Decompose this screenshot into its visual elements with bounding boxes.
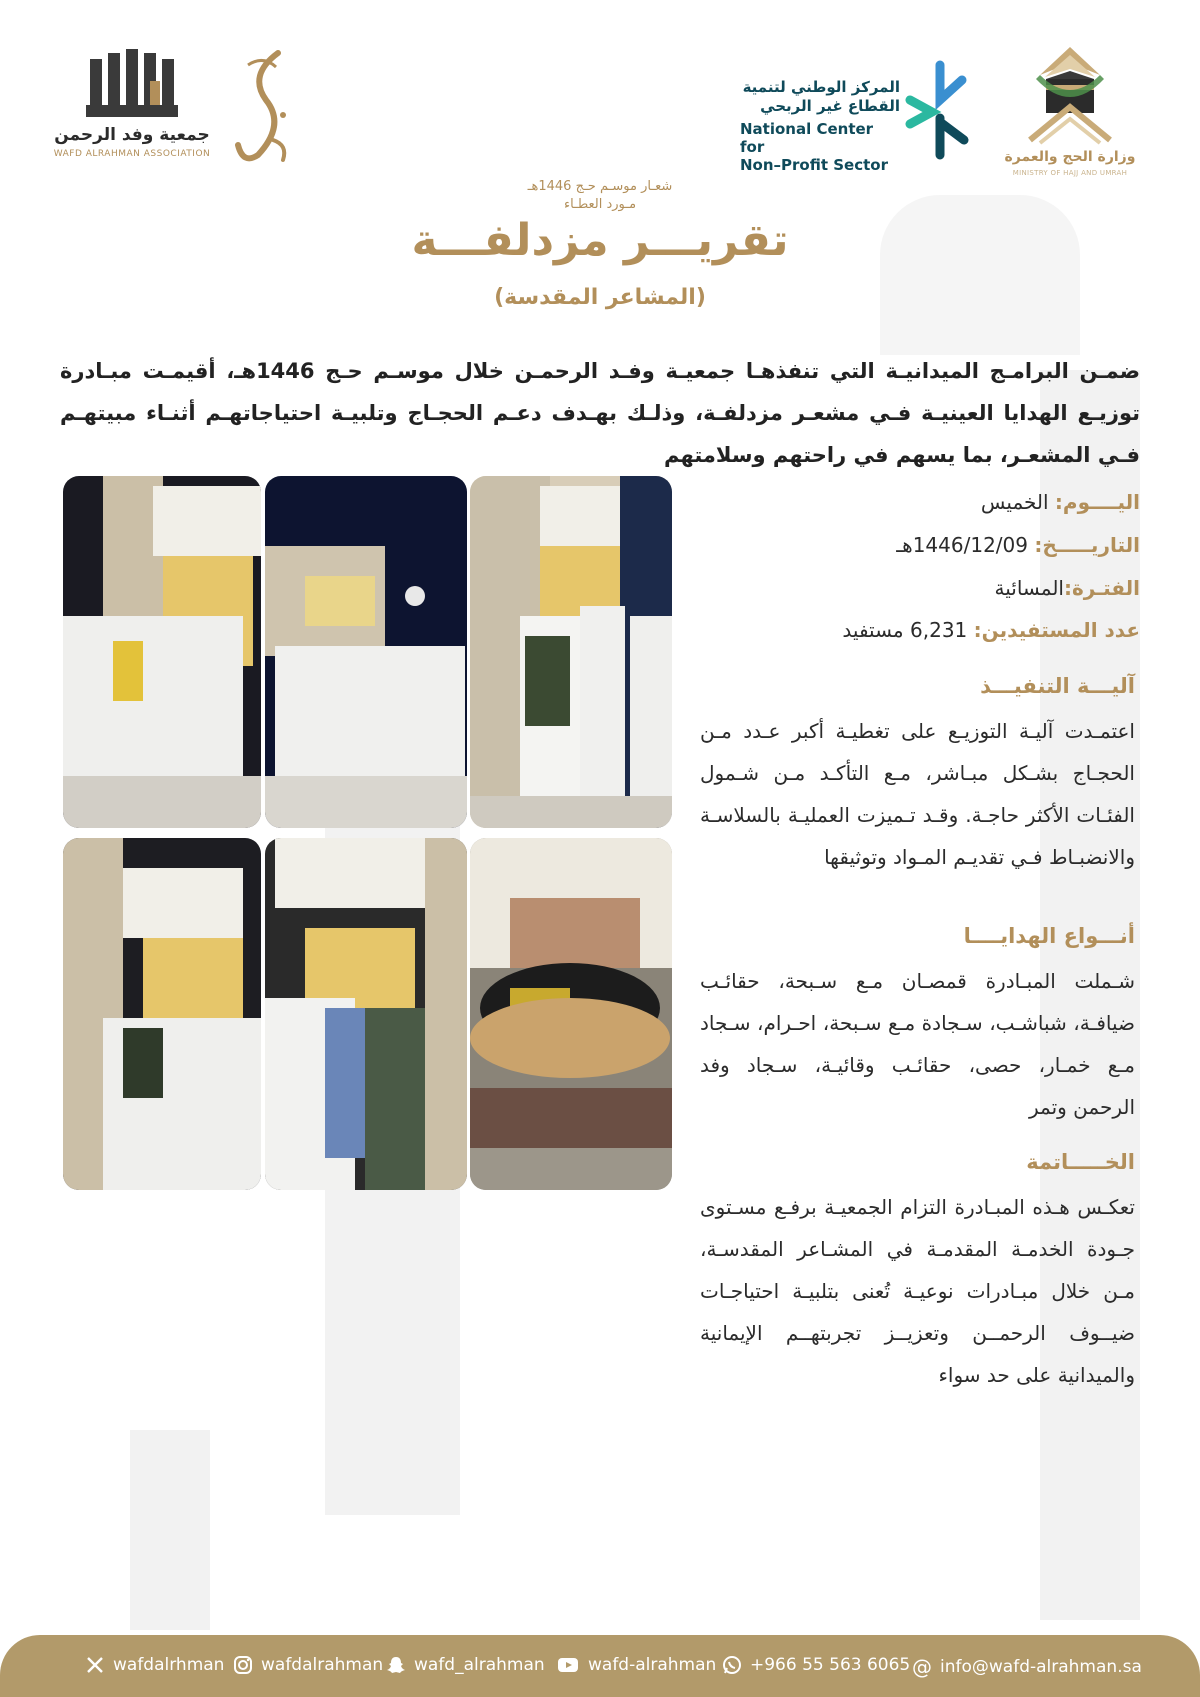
- watermark-shape: [880, 195, 1080, 355]
- conclusion-heading: الخـــــاتمة: [1026, 1150, 1135, 1174]
- whatsapp-icon: [722, 1655, 742, 1675]
- gifts-paragraph: شـملت المبـادرة قمصـان مـع سـبحة، حقائـب ضيافـة، شباشـب، سـجادة مـع سـبحة، احـرام، سـجاد مـع خمـار، حصى، حقائـب وقائيـة، سـجاد وفد الرحمن وتمر: [700, 969, 1135, 1119]
- page-subtitle: (المشاعر المقدسة): [494, 285, 706, 310]
- mechanism-paragraph: اعتمـدت آليـة التوزيـع على تغطيـة أكبر عـدد مـن الحجـاج بشـكل مبـاشر، مـع التأكـد مـن شـمول الفئـات الأكثر حاجـة. وقـد تـميزت العمليـة بالسلاسـة والانضبـاط فـي تقديـم المـواد وتوثيقها: [700, 719, 1135, 869]
- photo-pilgrims-counter: [63, 838, 261, 1190]
- instagram-icon: [233, 1655, 253, 1675]
- youtube-icon: [556, 1655, 580, 1675]
- page-title: تقريـــر مزدلفـــة: [411, 215, 789, 266]
- ncnp-emblem-icon: [900, 60, 980, 160]
- intro-paragraph: ضمـن البرامـج الميدانيـة التي تنفذهـا جمعيـة وفـد الرحمـن خلال موسـم حـج 1446هـ، أقيمـت مبـادرة توزيـع الهدايا العينيـة فـي مشعـر مزدلفـة، وذلـك بهـدف دعـم الحجـاج وتلبيـة احتياجاتهـم أثنـاء مبيتهـم فـي المشعـر، بما يسهم في راحتهم وسلامتهم: [60, 359, 1141, 467]
- association-name-en: WAFD ALRAHMAN ASSOCIATION: [53, 149, 211, 159]
- conclusion-paragraph: تعكـس هـذه المبـادرة التزام الجمعيـة برفـع مسـتوى جـودة الخدمـة المقدمـة في المشـاعر المقدسـة، مـن خلال مبـادرات نوعيـة تُعنى بتلبيـة احتياجـات ضيــوف الرحمــن وتعزيــز تجربتهــم الإيمانية والميدانية على حد سواء: [700, 1195, 1135, 1387]
- association-logo: [52, 45, 212, 170]
- photo-pilgrims-queue-night: [265, 476, 467, 828]
- detail-date: التاريـــــخ: 1446/12/09هـ: [896, 533, 1140, 557]
- photo-pilgrims-line: [63, 476, 261, 828]
- footer-phone[interactable]: +966 55 563 6065: [722, 1655, 910, 1675]
- ncnp-name-ar: المركز الوطني لتنمية القطاع غير الربحي: [742, 78, 900, 115]
- detail-day: اليــــوم: الخميس: [980, 490, 1140, 514]
- footer-instagram[interactable]: wafdalrahman: [233, 1655, 383, 1675]
- hajj-calligraphy-logo: [228, 45, 298, 170]
- footer-email[interactable]: @ info@wafd-alrahman.sa: [912, 1655, 1142, 1679]
- watermark-shape: [130, 1430, 210, 1630]
- detail-beneficiaries: عدد المستفيدين: 6,231 مستفيد: [842, 618, 1140, 642]
- ministry-logo: [1000, 45, 1140, 185]
- ncnp-name-en: National Center for Non–Profit Sector: [740, 120, 888, 174]
- season-slogan: شعـار موسـم حـج 1446هـ مـورد العطـاء: [527, 179, 673, 212]
- kaaba-icon: [1000, 45, 1140, 150]
- ministry-name-en: MINISTRY OF HAJJ AND UMRAH: [1012, 169, 1128, 177]
- footer-youtube[interactable]: wafd-alrahman: [556, 1655, 716, 1675]
- photo-pilgrims-booth: [470, 476, 672, 828]
- association-emblem-icon: [80, 45, 184, 121]
- at-icon: @: [912, 1655, 932, 1679]
- x-icon: [85, 1655, 105, 1675]
- detail-period: الفتـرة:المسائية: [994, 576, 1140, 600]
- ncnp-logo: [740, 50, 980, 174]
- mechanism-heading: آليـــة التنفيـــذ: [980, 674, 1135, 698]
- photo-gift-basket: [470, 838, 672, 1190]
- footer-snapchat[interactable]: wafd_alrahman: [386, 1655, 545, 1675]
- footer-bar: [0, 1635, 1200, 1697]
- snapchat-icon: [386, 1655, 406, 1675]
- gifts-heading: أنـــواع الهدايــــا: [963, 924, 1135, 948]
- association-name: جمعية وفد الرحمن: [54, 125, 210, 145]
- photo-distribution-window: [265, 838, 467, 1190]
- footer-x[interactable]: wafdalrhman: [85, 1655, 224, 1675]
- ministry-name: وزارة الحج والعمرة: [1004, 149, 1136, 165]
